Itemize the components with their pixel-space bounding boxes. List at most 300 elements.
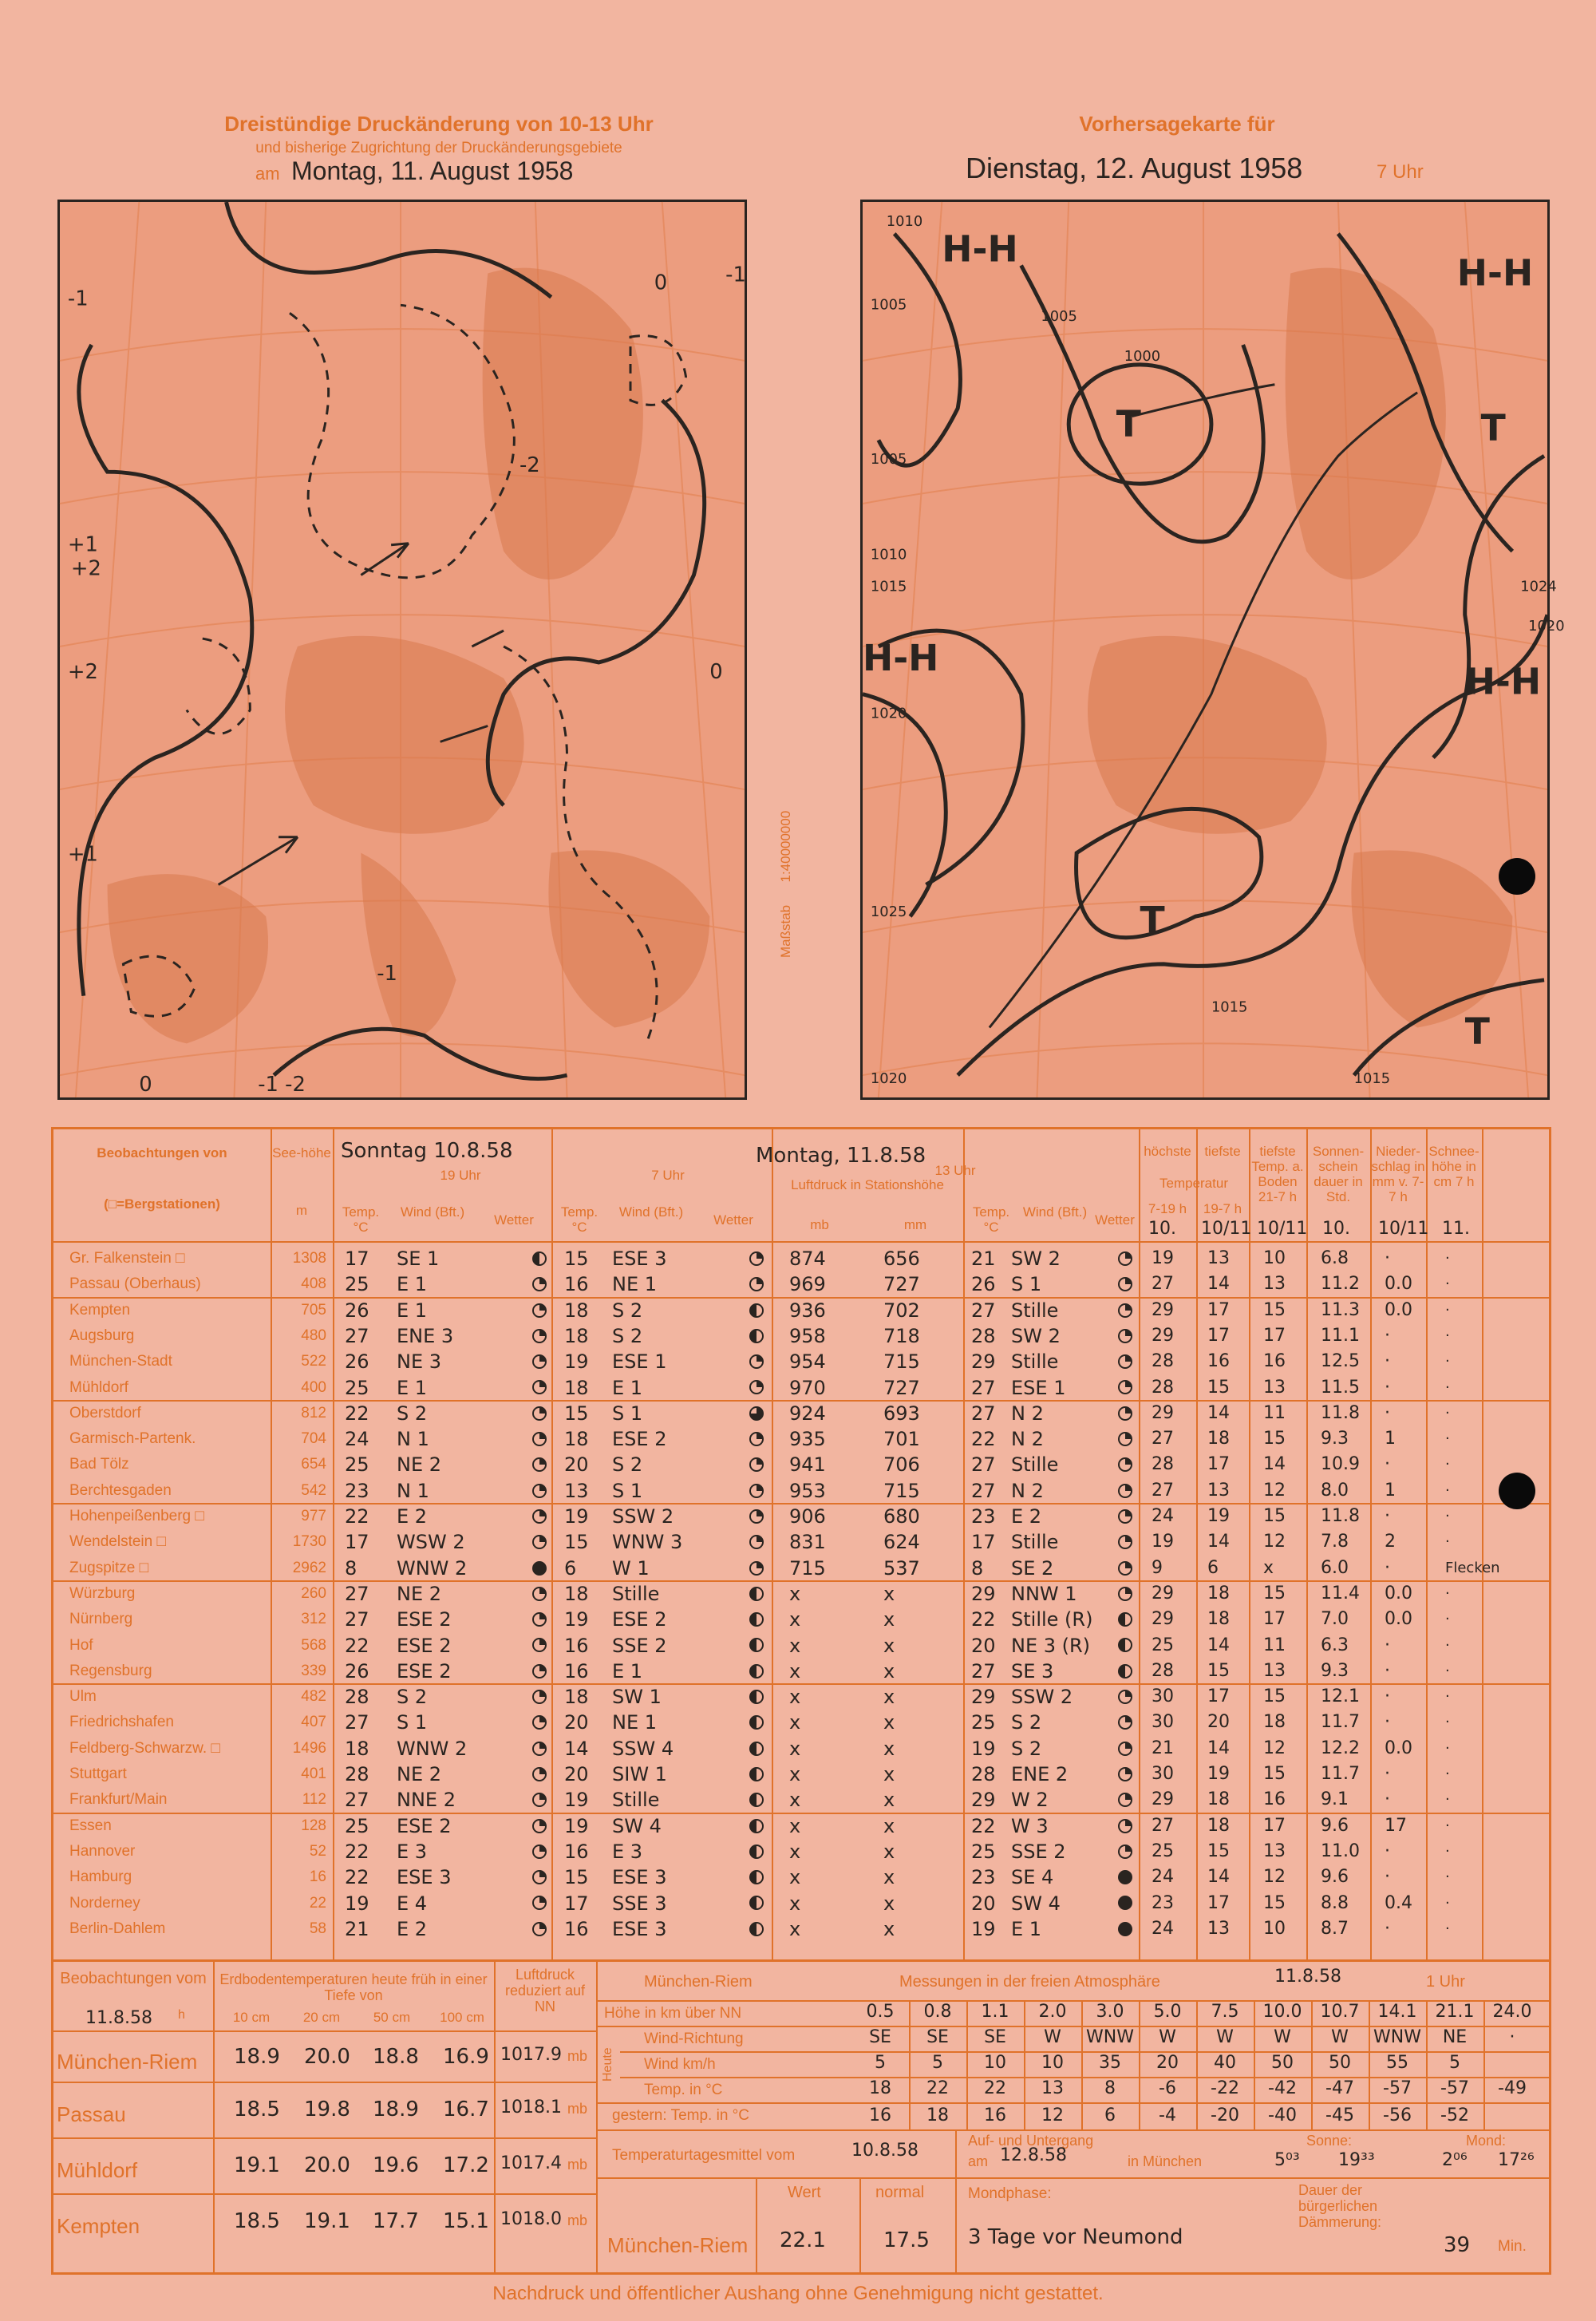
svg-text:1015: 1015 [1353,1070,1391,1088]
weather-symbol-icon [749,1587,764,1601]
pressure-mb: x [789,1737,801,1760]
mon7-temp: 14 [564,1737,589,1760]
station-name: Berchtesgaden [69,1481,172,1499]
weather-symbol-icon [749,1535,764,1549]
precip: · [1385,1867,1390,1888]
mon13-temp: 22 [971,1608,996,1631]
mon13-weather-icon [1118,1323,1132,1349]
pressure-mb: 935 [789,1428,826,1451]
weather-symbol-icon [1118,1561,1132,1576]
mon13-weather-icon [1118,1813,1132,1839]
sun-temp: 25 [345,1273,369,1296]
pressure-mb-header: mb [810,1217,829,1232]
rise-set-prefix: am [968,2153,989,2169]
mon7-temp: 19 [564,1789,589,1812]
mon13-wind: W 2 [1011,1789,1049,1812]
max-temp: 27 [1152,1429,1174,1449]
weather-symbol-icon [1118,1922,1132,1936]
max-temp: 23 [1152,1892,1174,1913]
mon13-wind: NE 3 (R) [1011,1634,1091,1657]
soil-pressure: 1017.4 [500,2153,562,2173]
pressure-mb: 831 [789,1531,826,1554]
ground-temp: 12 [1263,1867,1286,1888]
precip-header: Nieder-schlag in mm v. 7-7 h [1371,1144,1425,1204]
sunshine: 11.0 [1321,1841,1360,1861]
sun-wind: E 4 [397,1892,428,1915]
pressure-mm: x [883,1582,895,1605]
upper-air-wind-speeds: 50 [1271,2053,1294,2073]
upper-air-heights: 0.5 [866,2002,895,2022]
weather-symbol-icon [532,1870,547,1884]
pressure-mm: 715 [883,1479,920,1502]
ground-temp: 12 [1263,1480,1286,1501]
max-temp: 9 [1152,1557,1163,1578]
daily-mean-label: Temperaturtagesmittel vom [612,2147,796,2164]
sun-temp: 18 [345,1737,369,1760]
sun-weather-icon [532,1246,547,1271]
pressure-mm: x [883,1789,895,1812]
soil-pressure: 1017.9 [500,2045,562,2065]
pressure-mm: x [883,1814,895,1837]
mon7-temp: 19 [564,1814,589,1837]
temp-label: Temp. in °C [644,2082,723,2098]
rise-set-label: Auf- und Untergang [968,2133,1094,2149]
svg-text:T: T [1480,406,1506,449]
station-name: Oberstdorf [69,1404,141,1421]
weather-symbol-icon [1118,1819,1132,1833]
mon7-weather-icon [749,1607,764,1632]
pressure-header: Luftdruck in Stationshöhe [791,1177,944,1192]
pressure-mm: x [883,1917,895,1940]
mon13-temp: 26 [971,1273,996,1296]
mon13-wind: SE 2 [1011,1556,1054,1580]
ground-temp: 12 [1263,1738,1286,1758]
min-temp: 14 [1207,1867,1230,1888]
sun-weather-icon [532,1349,547,1374]
upper-air-heights: 5.0 [1153,2002,1182,2022]
mon13-temp: 29 [971,1582,996,1605]
sun-temp: 22 [345,1634,369,1657]
upper-air-yest-temps: -56 [1383,2106,1412,2125]
sun-temp: 28 [345,1763,369,1785]
weather-symbol-icon [532,1767,547,1781]
pressure-mb: 970 [789,1376,826,1399]
wind-header-sun: Wind (Bft.) [400,1204,465,1220]
pressure-mm: 701 [883,1428,920,1451]
mon13-weather-icon [1118,1426,1132,1452]
precip: 2 [1385,1532,1396,1552]
min-temp: 15 [1207,1660,1230,1681]
station-height: 1308 [292,1250,326,1267]
sun-wind: WSW 2 [397,1531,465,1554]
upper-air-col-divider [1139,2000,1140,2129]
table-row [53,1375,1549,1401]
soil-10cm: 18.9 [234,2045,280,2069]
table-row [53,1271,1549,1297]
svg-text:+2: +2 [67,659,98,684]
mon13-weather-icon [1118,1581,1132,1607]
upper-air-yest-temps: -20 [1211,2106,1239,2125]
table-row [53,1762,1549,1787]
mon13-temp: 29 [971,1686,996,1709]
pressure-mm: 727 [883,1273,920,1296]
mon7-wind: ESE 3 [612,1866,667,1889]
station-height: 16 [309,1868,326,1886]
mon7-wind: S 2 [612,1299,643,1322]
sun-temp: 27 [345,1324,369,1347]
upper-air-heights: 0.8 [923,2002,952,2022]
svg-text:T: T [1140,899,1165,942]
soil-20cm: 20.0 [304,2045,350,2069]
upper-air-temps: 13 [1041,2078,1064,2098]
min-temp: 18 [1207,1609,1230,1630]
station-name: Garmisch-Partenk. [69,1430,196,1448]
weather-symbol-icon [749,1715,764,1730]
upper-air-time: 1 Uhr [1426,1973,1465,1991]
monday-13h-time: 13 Uhr [934,1163,976,1178]
mon7-temp: 6 [564,1556,577,1580]
snow: · [1445,1765,1450,1782]
mon13-weather-icon [1118,1556,1132,1581]
precip: · [1385,1506,1390,1526]
sun-temp: 25 [345,1453,369,1477]
mon13-weather-icon [1118,1401,1132,1426]
wind-header-13h: Wind (Bft.) [1022,1204,1088,1220]
table-row [53,1891,1549,1916]
precip: · [1385,1686,1390,1707]
station-height: 58 [309,1920,326,1937]
mon13-wind: S 2 [1011,1737,1042,1760]
soil-100cm: 17.2 [443,2153,489,2177]
snow: · [1445,1920,1450,1937]
station-height: 312 [301,1611,326,1628]
forecast-map [860,200,1565,1100]
min-temp: 15 [1207,1841,1230,1861]
mon7-weather-icon [749,1349,764,1374]
sun-wind: E 2 [397,1505,428,1528]
max-temp: 29 [1152,1583,1174,1603]
station-height: 408 [301,1275,326,1293]
pressure-mm: 624 [883,1531,920,1554]
max-temp: 29 [1152,1325,1174,1346]
mon7-wind: SSE 2 [612,1634,667,1657]
temp-header-sun: Temp. °C [342,1204,380,1235]
station-column-header: Beobachtungen von [97,1145,227,1160]
wert-label: Wert [788,2184,821,2201]
station-name: Gr. Falkenstein □ [69,1250,185,1267]
svg-text:1005: 1005 [870,451,907,469]
mon13-weather-icon [1118,1736,1132,1762]
table-row [53,1426,1549,1452]
svg-text:0: 0 [139,1073,152,1097]
sunshine: 7.0 [1321,1609,1349,1630]
pressure-mb: 953 [789,1479,826,1502]
min-temp: 19 [1207,1506,1230,1526]
upper-air-wind-speeds: 5 [932,2053,943,2073]
max-temp: 28 [1152,1660,1174,1681]
station-name: Hannover [69,1842,136,1860]
sun-weather-icon [532,1504,547,1529]
dusk-unit: Min. [1498,2238,1527,2255]
height-column-unit: m [295,1203,308,1218]
sun-temp: 26 [345,1350,369,1374]
upper-air-wind-speeds: 35 [1099,2053,1121,2073]
weather-symbol-icon [749,1793,764,1807]
upper-air-wind-dirs: WNW [1086,2027,1134,2047]
monday-7h-time: 7 Uhr [651,1168,685,1183]
mon7-weather-icon [749,1298,764,1323]
mon13-temp: 22 [971,1428,996,1451]
pressure-mm: x [883,1634,895,1657]
max-temp: 28 [1152,1454,1174,1475]
pressure-mb: x [789,1789,801,1812]
weather-symbol-icon [532,1819,547,1833]
station-name: Passau (Oberhaus) [69,1275,201,1293]
mon7-wind: NE 1 [612,1273,658,1296]
max-temp: 19 [1152,1532,1174,1552]
temp-header-13h: Temp. °C [972,1204,1010,1235]
weather-symbol-icon [749,1303,764,1318]
min-temp: 14 [1207,1738,1230,1758]
mon13-weather-icon [1118,1478,1132,1504]
map-scale-value: 1:40000000 [778,810,793,883]
weather-symbol-icon [1118,1406,1132,1421]
weather-symbol-icon [1118,1303,1132,1318]
soil-50cm: 18.8 [373,2045,419,2069]
ground-temp: 15 [1263,1429,1286,1449]
station-height: 407 [301,1714,326,1731]
daily-mean-date: 10.8.58 [851,2141,918,2161]
snow: · [1445,1662,1450,1679]
snow: · [1445,1301,1450,1319]
max-temp: 30 [1152,1712,1174,1733]
mon7-weather-icon [749,1581,764,1607]
mon13-weather-icon [1118,1891,1132,1916]
mon7-wind: E 3 [612,1840,643,1863]
mon7-temp: 20 [564,1453,589,1477]
pressure-mb: x [789,1659,801,1682]
max-temp: 27 [1152,1274,1174,1295]
sun-weather-icon [532,1684,547,1710]
station-name: Frankfurt/Main [69,1791,168,1809]
sun-wind: ESE 2 [397,1659,452,1682]
max-header: höchste [1144,1144,1191,1159]
soil-20cm: 20.0 [304,2153,350,2177]
mon7-temp: 18 [564,1376,589,1399]
upper-air-temps: 22 [926,2078,949,2098]
pressure-mm: 706 [883,1453,920,1477]
ground-temp: 15 [1263,1299,1286,1320]
min-time-header: 19-7 h [1203,1201,1242,1216]
daily-mean-station: München-Riem [607,2233,749,2257]
mon13-temp: 27 [971,1402,996,1425]
weather-symbol-icon [749,1922,764,1936]
snow: · [1445,1327,1450,1344]
snow: · [1445,1353,1450,1370]
snow: · [1445,1378,1450,1396]
sun-wind: ESE 2 [397,1634,452,1657]
sunshine: 12.2 [1321,1738,1360,1758]
soil-50cm: 17.7 [373,2209,419,2233]
mon13-wind: Stille (R) [1011,1608,1093,1631]
sun-label: Sonne: [1306,2133,1353,2149]
sun-weather-icon [532,1478,547,1504]
soil-depth-header: 100 cm [440,2010,484,2025]
max-temp: 25 [1152,1841,1174,1861]
mon7-weather-icon [749,1556,764,1581]
pressure-mb: x [789,1634,801,1657]
mon7-weather-icon [749,1762,764,1787]
min-temp: 18 [1207,1583,1230,1603]
station-name: Bad Tölz [69,1456,129,1473]
max-temp: 24 [1152,1506,1174,1526]
ground-temp: 15 [1263,1506,1286,1526]
station-height: 542 [301,1481,326,1499]
weather-symbol-icon [532,1277,547,1291]
weather-symbol-icon [1118,1535,1132,1549]
mon13-temp: 27 [971,1479,996,1502]
sunshine: 11.3 [1321,1299,1360,1320]
soil-pressure-unit: mb [567,2101,588,2117]
mon7-temp: 16 [564,1273,589,1296]
mon7-weather-icon [749,1323,764,1349]
max-temp: 27 [1152,1815,1174,1836]
precip: 0.0 [1385,1274,1412,1295]
mon7-weather-icon [749,1736,764,1762]
mon13-temp: 19 [971,1917,996,1940]
upper-air-heights: 24.0 [1492,2002,1532,2022]
mon7-weather-icon [749,1891,764,1916]
mon13-wind: N 2 [1011,1479,1044,1502]
weather-symbol-icon [532,1484,547,1498]
normal-label: normal [875,2184,925,2201]
station-height: 705 [301,1301,326,1319]
mon13-weather-icon [1118,1684,1132,1710]
soil-station: Mühldorf [57,2158,138,2182]
weather-symbol-icon [1118,1277,1132,1291]
mon7-weather-icon [749,1633,764,1659]
mon7-wind: SW 4 [612,1814,662,1837]
snow: · [1445,1894,1450,1912]
max-temp: 28 [1152,1377,1174,1398]
wetter-header-sun: Wetter [494,1212,534,1228]
mon7-wind: SIW 1 [612,1763,667,1785]
table-row [53,1864,1549,1890]
sun-weather-icon [532,1787,547,1813]
sunshine: 11.8 [1321,1506,1360,1526]
pressure-mb: 924 [789,1402,826,1425]
sunshine: 11.2 [1321,1274,1360,1295]
mon7-temp: 19 [564,1505,589,1528]
sun-temp: 27 [345,1711,369,1734]
weather-symbol-icon [1118,1251,1132,1266]
sunshine: 11.4 [1321,1583,1360,1603]
max-temp: 24 [1152,1918,1174,1939]
station-name: Kempten [69,1301,131,1319]
mon7-temp: 18 [564,1686,589,1709]
upper-air-temps: -6 [1159,2078,1176,2098]
weather-symbol-icon [749,1612,764,1627]
station-name: Hof [69,1636,93,1654]
station-name: Augsburg [69,1327,135,1344]
upper-air-wind-dirs: NE [1442,2027,1468,2047]
snow: · [1445,1404,1450,1421]
soil-obs-label: Beobachtungen vom [60,1970,207,1987]
moonrise-time: 2⁰⁶ [1442,2150,1468,2170]
sun-temp: 21 [345,1917,369,1940]
mon7-weather-icon [749,1504,764,1529]
wert-value: 22.1 [780,2228,826,2252]
moonset-time: 17²⁶ [1498,2150,1535,2170]
upper-air-col-divider [909,2000,911,2129]
upper-air-wind-dirs: W [1331,2027,1349,2047]
max-temp: 19 [1152,1248,1174,1268]
pressure-mb: x [789,1763,801,1785]
upper-air-wind-dirs: · [1509,2027,1515,2047]
upper-air-temps: 18 [869,2078,891,2098]
station-height: 522 [301,1353,326,1370]
weather-symbol-icon [532,1561,547,1576]
mon7-wind: E 1 [612,1376,643,1399]
ground-temp: 17 [1263,1325,1286,1346]
upper-air-temps: 22 [984,2078,1006,2098]
station-name: München-Stadt [69,1353,172,1370]
mon13-temp: 17 [971,1531,996,1554]
normal-value: 17.5 [883,2228,930,2252]
sunshine-date: 10. [1322,1219,1350,1239]
weather-symbol-icon [532,1664,547,1678]
max-temp: 30 [1152,1764,1174,1784]
mon7-wind: S 1 [612,1402,643,1425]
sun-wind: ESE 2 [397,1608,452,1631]
min-temp: 18 [1207,1789,1230,1810]
sun-weather-icon [532,1271,547,1297]
station-height: 22 [309,1894,326,1912]
sun-wind: S 2 [397,1402,428,1425]
sunshine: 10.9 [1321,1454,1360,1475]
svg-text:-1: -1 [67,287,89,311]
weather-symbol-icon [532,1845,547,1859]
svg-text:T: T [1116,402,1141,445]
mon13-wind: SW 2 [1011,1247,1061,1270]
sun-wind: E 2 [397,1917,428,1940]
ground-temp: 13 [1263,1377,1286,1398]
snow: · [1445,1584,1450,1602]
weather-symbol-icon [749,1380,764,1394]
weather-symbol-icon [532,1922,547,1936]
mon13-weather-icon [1118,1607,1132,1632]
snow: · [1445,1688,1450,1706]
upper-air-col-divider [966,2000,968,2129]
soil-pressure-unit: mb [567,2212,588,2228]
precip: · [1385,1454,1390,1475]
snow: · [1445,1842,1450,1860]
weather-symbol-icon [749,1742,764,1756]
precip: 0.0 [1385,1609,1412,1630]
weather-symbol-icon [532,1742,547,1756]
sun-wind: E 3 [397,1840,428,1863]
footer-note: Nachdruck und öffentlicher Aushang ohne Genehmigung nicht gestattet. [492,2283,1104,2304]
upper-air-title: Messungen in der freien Atmosphäre [899,1973,1160,1991]
mon13-temp: 25 [971,1840,996,1863]
sunshine: 8.7 [1321,1918,1349,1939]
max-temp: 25 [1152,1635,1174,1655]
snow: · [1445,1533,1450,1551]
sun-temp: 22 [345,1840,369,1863]
max-temp: 24 [1152,1867,1174,1888]
min-temp: 18 [1207,1429,1230,1449]
station-name: Nürnberg [69,1611,133,1628]
